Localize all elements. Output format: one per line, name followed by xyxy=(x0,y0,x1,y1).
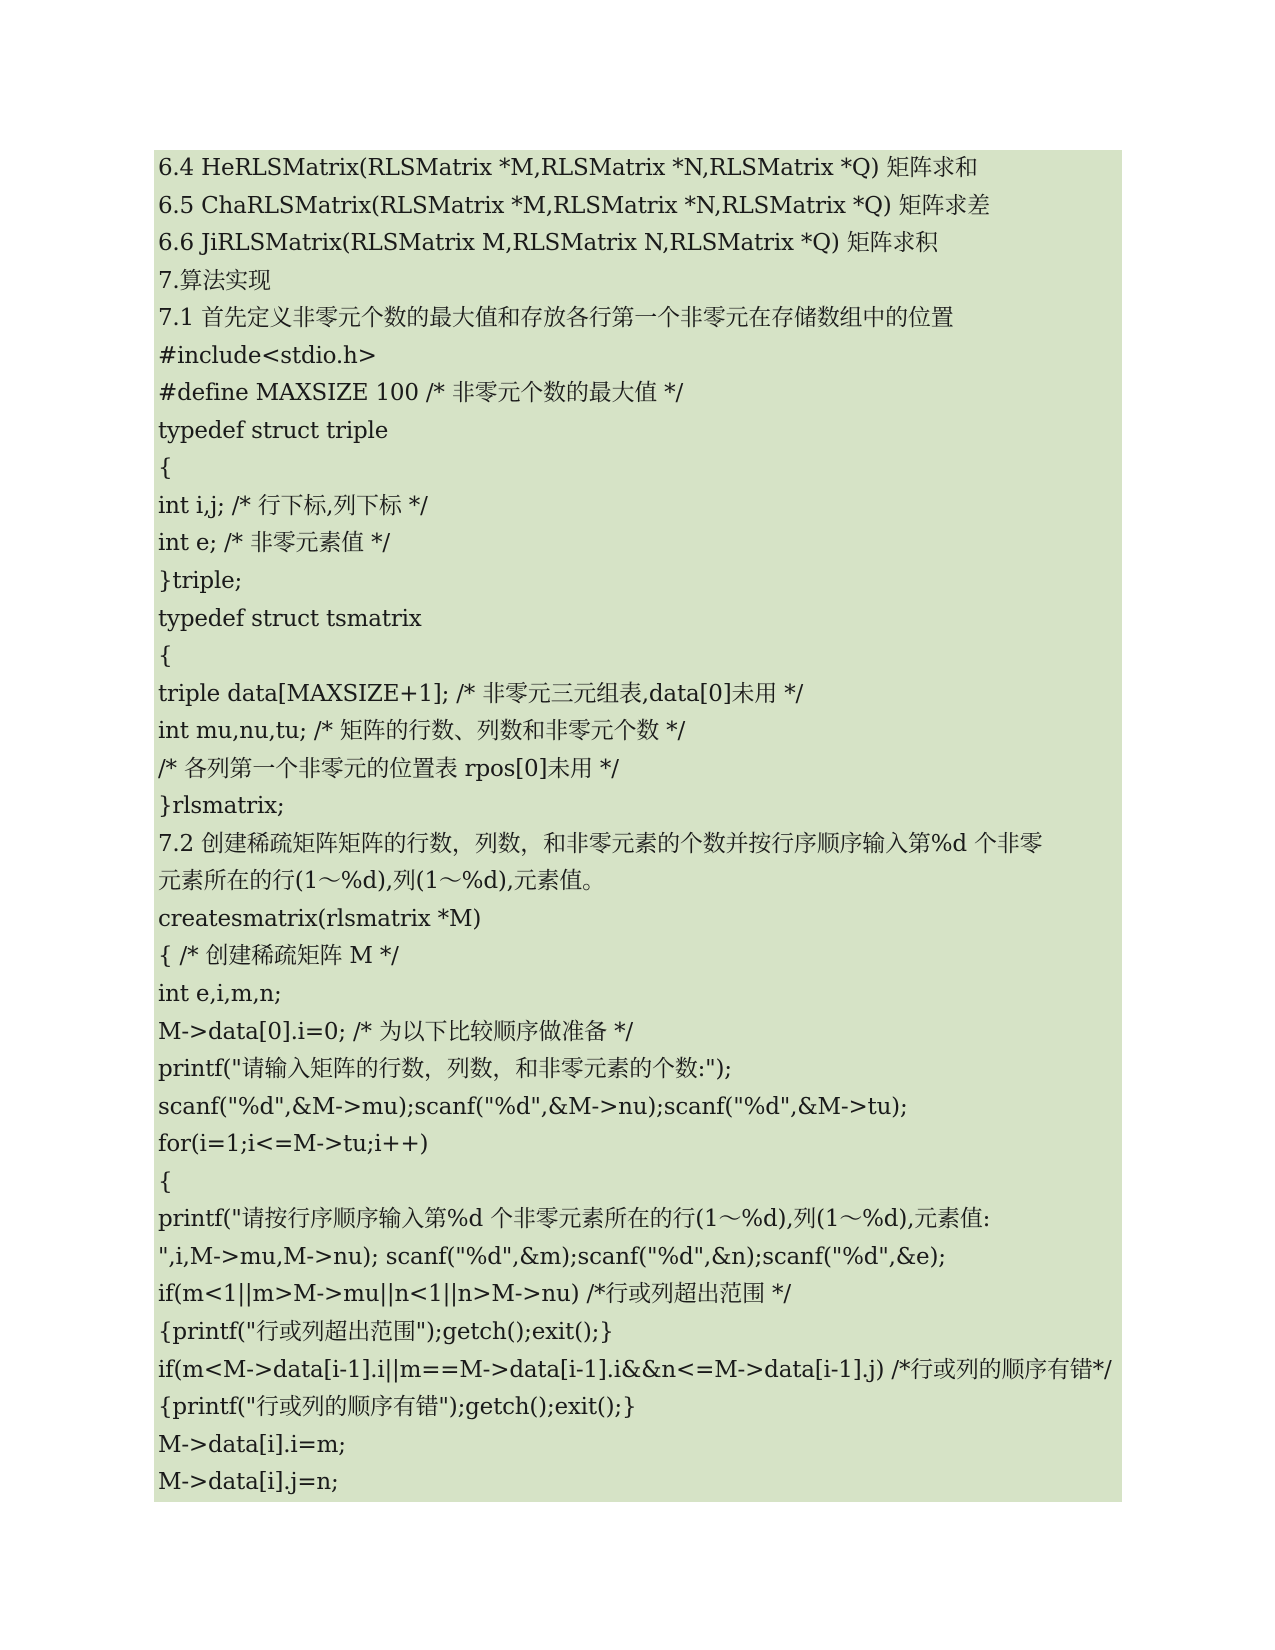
code-line: int i,j; /* 行下标,列下标 */ xyxy=(158,492,428,519)
code-line: M->data[i].i=m; xyxy=(158,1431,346,1458)
code-line: printf("请按行序顺序输入第%d 个非零元素所在的行(1～%d),列(1～%d),元素值: xyxy=(158,1206,991,1233)
code-line: /* 各列第一个非零元的位置表 rpos[0]未用 */ xyxy=(158,755,619,782)
text-line: 元素所在的行(1～%d),列(1～%d),元素值。 xyxy=(158,868,605,895)
text-line: 6.5 ChaRLSMatrix(RLSMatrix *M,RLSMatrix *N,RLSMatrix *Q) 矩阵求差 xyxy=(158,192,990,219)
code-line: }rlsmatrix; xyxy=(158,793,285,820)
code-line: M->data[0].i=0; /* 为以下比较顺序做准备 */ xyxy=(158,1018,633,1045)
code-line: ",i,M->mu,M->nu); scanf("%d",&m);scanf("%d",&n);scanf("%d",&e); xyxy=(158,1243,946,1270)
text-line: 7.2 创建稀疏矩阵矩阵的行数，列数，和非零元素的个数并按行序顺序输入第%d 个非零 xyxy=(158,830,1043,857)
code-line: { /* 创建稀疏矩阵 M */ xyxy=(158,943,399,970)
code-line: M->data[i].j=n; xyxy=(158,1469,339,1496)
code-line: int e,i,m,n; xyxy=(158,981,282,1008)
code-line: for(i=1;i<=M->tu;i++) xyxy=(158,1131,429,1158)
code-line: { xyxy=(158,643,173,670)
code-line: int mu,nu,tu; /* 矩阵的行数、列数和非零元个数 */ xyxy=(158,718,686,745)
code-line: scanf("%d",&M->mu);scanf("%d",&M->nu);scanf("%d",&M->tu); xyxy=(158,1093,908,1120)
code-line: { xyxy=(158,455,173,482)
code-line: #define MAXSIZE 100 /* 非零元个数的最大值 */ xyxy=(158,380,683,407)
code-line: }triple; xyxy=(158,568,243,595)
text-line: 6.4 HeRLSMatrix(RLSMatrix *M,RLSMatrix *N,RLSMatrix *Q) 矩阵求和 xyxy=(158,155,978,181)
code-line: {printf("行或列的顺序有错");getch();exit();} xyxy=(158,1394,637,1421)
code-line: if(m<1||m>M->mu||n<1||n>M->nu) /*行或列超出范围 */ xyxy=(158,1281,791,1308)
code-line: { xyxy=(158,1168,173,1195)
code-line: {printf("行或列超出范围");getch();exit();} xyxy=(158,1318,614,1345)
code-line: typedef struct tsmatrix xyxy=(158,605,422,632)
code-line: printf("请输入矩阵的行数，列数，和非零元素的个数:"); xyxy=(158,1056,732,1083)
code-line: #include<stdio.h> xyxy=(158,342,377,369)
text-line: 6.6 JiRLSMatrix(RLSMatrix M,RLSMatrix N,RLSMatrix *Q) 矩阵求积 xyxy=(158,230,938,257)
code-text-block xyxy=(154,150,1122,1502)
text-line: 7.1 首先定义非零元个数的最大值和存放各行第一个非零元在存储数组中的位置 xyxy=(158,305,954,332)
code-line: int e; /* 非零元素值 */ xyxy=(158,530,390,557)
section-heading: 7.算法实现 xyxy=(158,267,271,294)
code-line: if(m<M->data[i-1].i||m==M->data[i-1].i&&n<=M->data[i-1].j) /*行或列的顺序有错*/ xyxy=(158,1356,1112,1383)
code-line: createsmatrix(rlsmatrix *M) xyxy=(158,905,482,932)
code-line: typedef struct triple xyxy=(158,417,389,444)
code-line: triple data[MAXSIZE+1]; /* 非零元三元组表,data[0]未用 */ xyxy=(158,680,804,707)
